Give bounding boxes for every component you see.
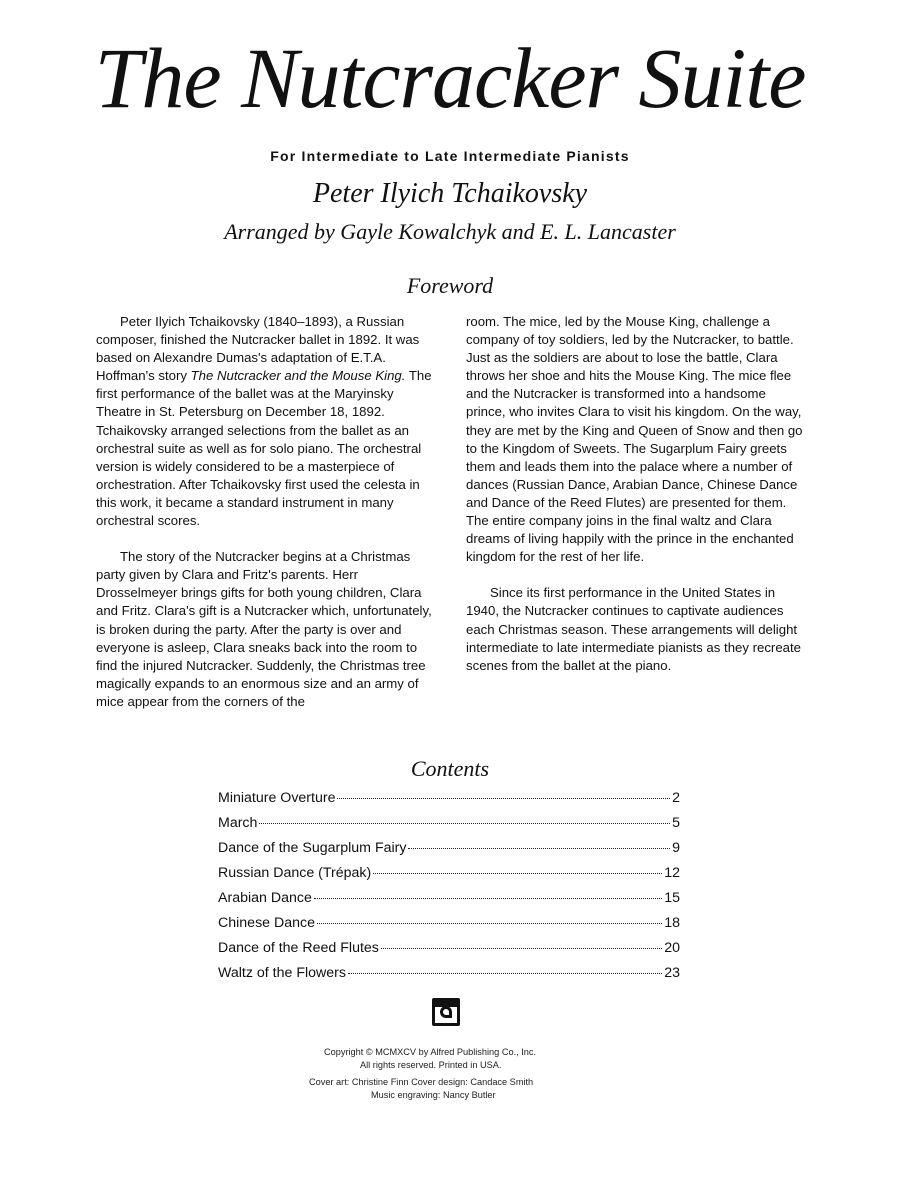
contents-item (218, 940, 680, 965)
contents-item-page: 9 (672, 840, 680, 856)
foreword-column-left (96, 313, 436, 729)
contents-item-title: Waltz of the Flowers (218, 965, 346, 981)
contents-item-title: Dance of the Sugarplum Fairy (218, 840, 407, 856)
contents-item-page: 23 (664, 965, 680, 981)
rights-line: All rights reserved. Printed in USA. (360, 1060, 502, 1070)
contents-item (218, 865, 680, 890)
contents-list (218, 790, 680, 990)
composer-name: Peter Ilyich Tchaikovsky (312, 178, 588, 209)
contents-item-title: Arabian Dance (218, 890, 312, 906)
logo-mark (440, 1006, 452, 1018)
page-title: The Nutcracker Suite (94, 30, 806, 126)
foreword-column-right (466, 313, 806, 693)
contents-item-page: 18 (664, 915, 680, 931)
contents-item (218, 840, 680, 865)
contents-item-page: 5 (672, 815, 680, 831)
foreword-paragraph-1-text-b: The first performance of the ballet was at the Maryinsky Theatre in St. Petersburg on December 18, 1892. Tchaikovsky arranged selections from the ballet as an orchestral suite as well as for solo piano. The orchestral version is widely considered to be a masterpiece of orchestration. After Tchaikovsky first used the celesta in this work, it became a standard instrument in many orchestral scores. (96, 368, 432, 529)
dot-leader (337, 798, 670, 799)
foreword-paragraph-2: The story of the Nutcracker begins at a Christmas party given by Clara and Fritz's parents. Herr Drosselmeyer brings gifts for both young children, Clara and Fritz. Clara's gift is a Nutcracker which, unfortunately, is broken during the party. After the party is over and everyone is asleep, Clara sneaks back into the room to find the injured Nutcracker. Suddenly, the Christmas tree magically expands to an enormous size and an army of mice appear from the corners of the (96, 549, 432, 709)
engraving-credit-line: Music engraving: Nancy Butler (371, 1090, 496, 1100)
foreword-paragraph-3: Since its first performance in the United States in 1940, the Nutcracker continues to captivate audiences each Christmas season. These arrangements will delight intermediate to late intermediate pianists as they recreate scenes from the ballet at the piano. (466, 585, 801, 673)
logo-inner (435, 1001, 457, 1023)
dot-leader (317, 923, 662, 924)
dot-leader (381, 948, 662, 949)
alfred-logo-icon (432, 998, 460, 1026)
foreword-heading: Foreword (406, 273, 494, 298)
foreword-paragraph-1 (96, 313, 436, 530)
contents-item (218, 965, 680, 990)
contents-item (218, 890, 680, 915)
contents-item-title: Dance of the Reed Flutes (218, 940, 379, 956)
copyright-line: Copyright © MCMXCV by Alfred Publishing Co., Inc. (324, 1047, 537, 1057)
dot-leader (408, 848, 670, 849)
contents-item-page: 20 (664, 940, 680, 956)
contents-item (218, 790, 680, 815)
contents-item-title: Miniature Overture (218, 790, 336, 806)
foreword-paragraph-1-text-a: Peter Ilyich Tchaikovsky (1840–1893), a Russian composer, finished the Nutcracker ballet in 1892. It was based on Alexandre Dumas's adaptation of E.T.A. Hoffman's story (96, 314, 420, 384)
dot-leader (259, 823, 670, 824)
dot-leader (314, 898, 662, 899)
contents-item-page: 12 (664, 865, 680, 881)
contents-item (218, 915, 680, 940)
subtitle: For Intermediate to Late Intermediate Pianists (270, 148, 630, 164)
cover-credits-line: Cover art: Christine Finn Cover design: Candace Smith (309, 1077, 534, 1087)
contents-heading: Contents (410, 756, 490, 781)
arrangers-line: Arranged by Gayle Kowalchyk and E. L. Lancaster (224, 219, 676, 244)
dot-leader (373, 873, 662, 874)
contents-item-page: 2 (672, 790, 680, 806)
foreword-book-title: The Nutcracker and the Mouse King. (190, 368, 406, 384)
contents-item-title: March (218, 815, 258, 831)
dot-leader (348, 973, 662, 974)
foreword-paragraph-2-continued: room. The mice, led by the Mouse King, challenge a company of toy soldiers, led by the Nutcracker, to battle. Just as the soldiers are about to lose the battle, Clara throws her shoe and hits the Mouse King. The mice flee and the Nutcracker is transformed into a handsome prince, who invites Clara to visit his kingdom. On the way, they are met by the King and Queen of Snow and then go to the Kingdom of Sweets. The Sugarplum Fairy greets them and leads them into the palace where a number of dances (Russian Dance, Arabian Dance, Chinese Dance and Dance of the Reed Flutes) are presented for them. The entire company joins in the final waltz and Clara dreams of living happily with the prince in the enchanted kingdom for the rest of her life. (466, 314, 803, 565)
contents-item-title: Chinese Dance (218, 915, 316, 931)
contents-item-title: Russian Dance (Trépak) (218, 865, 372, 881)
contents-item (218, 815, 680, 840)
contents-item-page: 15 (664, 890, 680, 906)
